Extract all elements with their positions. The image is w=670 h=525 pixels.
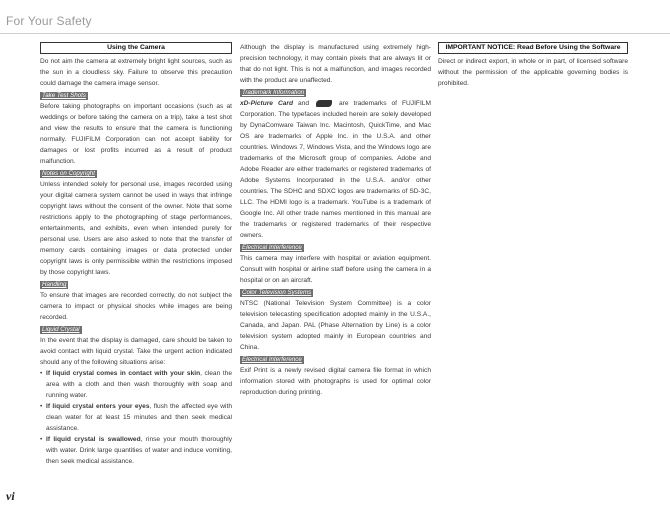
copyright-text: Unless intended solely for personal use, images recorded using your digital camera system cannot be used in ways that infringe copyright laws without the consent of the owner. Note that some restrictions apply to the photographing of stage performances, entertainments, and exhibits, even when intended purely for personal use. Users are also asked to note that the transfer of memory cards containing images or data protected under copyright laws is only permissible within the restrictions imposed by those copyright laws.: [40, 181, 232, 276]
list-item: • If liquid crystal enters your eyes, flush the affected eye with clean water for at least 15 minutes and then seek medical assistance.: [40, 401, 232, 434]
important-notice-heading: IMPORTANT NOTICE: Read Before Using the Software: [438, 42, 628, 54]
xd-logo-icon: [316, 100, 332, 107]
using-camera-heading: Using the Camera: [40, 42, 232, 54]
tv-systems-heading: Color Television Systems: [242, 289, 312, 296]
column-middle: [240, 42, 431, 398]
test-shots-text: Before taking photographs on important occasions (such as at weddings or before taking the camera on a trip), take a test shot and view the results to ensure that the camera is functioning normally. FUJIFILM Corporation can not accept liability for damages or lost profits incurred as a result of product malfunction.: [40, 103, 232, 165]
liquid-crystal-heading: Liquid Crystal: [42, 326, 80, 333]
list-item: • If liquid crystal comes in contact with your skin, clean the area with a cloth and then wash thoroughly with soap and running water.: [40, 368, 232, 401]
electrical-text: This camera may interfere with hospital or aviation equipment. Consult with hospital or airline staff before using the camera in a hospital or on an aircraft.: [240, 255, 431, 284]
handling-heading: Handling: [42, 281, 67, 288]
page-title: For Your Safety: [6, 14, 92, 28]
list-item: • If liquid crystal is swallowed, rinse your mouth thoroughly with water. Drink large quantities of water and induce vomiting, then seek medical assistance.: [40, 434, 232, 467]
column-left: [40, 42, 232, 467]
page-number: vi: [6, 489, 15, 503]
important-notice-text: Direct or indirect export, in whole or in part, of licensed software without the permission of the applicable governing bodies is prohibited.: [438, 58, 628, 87]
trademark-heading: Trademark Information: [242, 89, 305, 96]
copyright-heading: Notes on Copyright: [42, 170, 95, 177]
exif-text: Exif Print is a newly revised digital camera file format in which information stored with photographs is used for optimal color reproduction during printing.: [240, 367, 431, 396]
using-camera-text: Do not aim the camera at extremely bright light sources, such as the sun in a cloudless sky. Failure to observe this precaution could damage the camera image sensor.: [40, 58, 232, 87]
column-right: [438, 42, 628, 89]
electrical-heading: Electrical Interference: [242, 244, 302, 251]
trademark-name: xD-Picture Card: [240, 100, 293, 107]
page-header: [0, 0, 670, 34]
trademark-text: xD-Picture Card and are trademarks of FUJIFILM Corporation. The typefaces included herein are solely developed by DynaComware Taiwan Inc. Macintosh, QuickTime, and Mac OS are trademarks of Apple Inc. in the U.S.A. and other countries. Windows 7, Windows Vista, and the Windows logo are trademarks of the Microsoft group of companies. Adobe and Adobe Reader are either trademarks or registered trademarks of Adobe Systems Incorporated in the U.S.A. and/or other countries. The SDHC and SDXC logos are trademarks of SD-3C, LLC. The HDMI logo is a trademark. YouTube is a trademark of Google Inc. All other trade names mentioned in this manual are the trademarks or registered trademarks of their respective owners.: [240, 100, 431, 239]
tv-systems-text: NTSC (National Television System Committee) is a color television telecasting specification adopted mainly in the U.S.A., Canada, and Japan. PAL (Phase Alternation by Line) is a color television system adopted mainly in European countries and China.: [240, 300, 431, 351]
exif-heading: Electrical Interference: [242, 356, 302, 363]
liquid-crystal-text: In the event that the display is damaged, care should be taken to avoid contact with liquid crystal. Take the urgent action indicated should any of the following situations arise:: [40, 337, 232, 366]
liquid-crystal-list: [40, 368, 232, 467]
test-shots-heading: Take Test Shots: [42, 92, 86, 99]
handling-text: To ensure that images are recorded correctly, do not subject the camera to impact or physical shocks while images are being recorded.: [40, 292, 232, 321]
display-text: Although the display is manufactured using extremely high-precision technology, it may contain pixels that are always lit or that do not light. This is not a malfunction, and images recorded with the product are unaffected.: [240, 44, 431, 84]
